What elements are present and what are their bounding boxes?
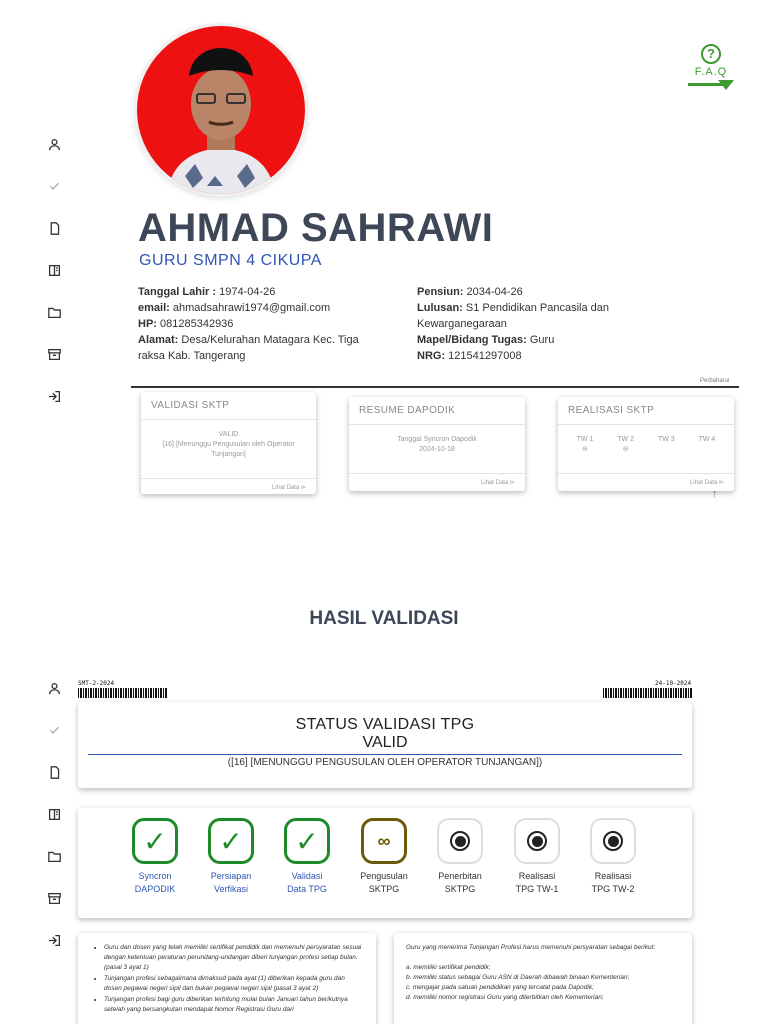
sidebar-bottom xyxy=(40,674,70,968)
faq-button[interactable] xyxy=(688,44,734,90)
barcode-left-label: SMT-2-2024 xyxy=(78,680,115,687)
label-mapel: Mapel/Bidang Tugas: xyxy=(417,334,527,346)
profile-position: GURU SMPN 4 CIKUPA xyxy=(139,252,322,269)
info-item: b. memiliki status sebagai Guru ASN di Daerah dibawah binaan Kementerian; xyxy=(406,974,630,981)
barcode-right-label: 24-10-2024 xyxy=(655,680,692,687)
check-icon: ✓ xyxy=(284,818,330,864)
progress-steps-card xyxy=(78,808,692,918)
value-tanggal-lahir: 1974-04-26 xyxy=(216,286,276,298)
tw-4: TW 4 xyxy=(698,436,716,443)
status-note: ([16] [MENUNGGU PENGUSULAN OLEH OPERATOR TUNJANGAN]) xyxy=(227,757,543,768)
infinity-icon: ∞ xyxy=(361,818,407,864)
info-item: • Tunjangan profesi sebagaimana dimaksud pada ayat (1) diberikan kepada guru dan dosen pegawai negeri sipil dan bukan pegawai negeri sipil (pasal 3 ayat 2) xyxy=(104,974,364,994)
value-nrg: 121541297008 xyxy=(445,350,522,362)
user-icon[interactable] xyxy=(40,674,68,702)
user-icon[interactable] xyxy=(40,130,68,158)
resume-date: 2024-10-18 xyxy=(419,446,455,453)
scroll-top-icon[interactable]: ↑ xyxy=(712,488,718,500)
info-item: a. memiliki sertifikat pendidik; xyxy=(406,964,491,971)
value-hp: 081285342936 xyxy=(156,318,234,330)
lihat-data-link[interactable]: Lihat Data ⊳ xyxy=(141,478,316,496)
check-icon: ✓ xyxy=(132,818,178,864)
faq-label: F.A.Q xyxy=(694,66,728,78)
avatar xyxy=(137,26,305,194)
status-title: STATUS VALIDASI TPG xyxy=(295,716,475,733)
tw-3: TW 3 xyxy=(657,436,675,443)
label-lulusan: Lulusan: xyxy=(417,302,463,314)
label-email: email: xyxy=(138,302,170,314)
step-realisasi-tw1: Realisasi TPG TW-1 xyxy=(502,818,572,896)
label-alamat: Alamat: xyxy=(138,334,179,346)
radio-dot-icon xyxy=(590,818,636,864)
card-title: REALISASI SKTP xyxy=(558,397,734,425)
question-icon: ? xyxy=(701,44,721,64)
archive-icon[interactable] xyxy=(40,340,68,368)
profile-info-right xyxy=(417,284,627,364)
logout-icon[interactable] xyxy=(40,382,68,410)
validasi-status: VALID xyxy=(218,431,239,438)
book-icon[interactable] xyxy=(40,256,68,284)
step-penerbitan-sktpg: Penerbitan SKTPG xyxy=(425,818,495,896)
value-pensiun: 2034-04-26 xyxy=(463,286,523,298)
card-resume-dapodik xyxy=(349,397,525,491)
faq-underline xyxy=(688,80,734,90)
check-icon[interactable] xyxy=(40,172,68,200)
check-icon: ✓ xyxy=(208,818,254,864)
folder-icon[interactable] xyxy=(40,842,68,870)
value-lulusan: S1 Pendidikan Pancasila dan Kewarganegaraan xyxy=(417,302,610,330)
card-validasi-sktp xyxy=(141,392,316,494)
status-value: VALID xyxy=(362,734,408,751)
lihat-data-link[interactable]: Lihat Data ⊳ xyxy=(349,473,525,491)
step-persiapan-verfikasi: ✓ Persiapan Verfikasi xyxy=(196,818,266,896)
lihat-data-link[interactable]: Lihat Data ⊳ xyxy=(558,473,734,491)
info-card-left xyxy=(78,933,376,1024)
section-title: HASIL VALIDASI xyxy=(309,608,459,629)
logout-icon[interactable] xyxy=(40,926,68,954)
card-realisasi-sktp xyxy=(558,397,734,491)
step-validasi-data-tpg: ✓ Validasi Data TPG xyxy=(272,818,342,896)
step-realisasi-tw2: Realisasi TPG TW-2 xyxy=(578,818,648,896)
validasi-note: [16] [Menunggu Pengusulan oleh Operator Tunjangan] xyxy=(162,441,295,458)
card-title: VALIDASI SKTP xyxy=(141,392,316,420)
status-divider xyxy=(88,754,682,755)
sidebar xyxy=(40,130,70,424)
tw-2: TW 2 ⊖ xyxy=(617,436,635,453)
book-icon[interactable] xyxy=(40,800,68,828)
file-icon[interactable] xyxy=(40,758,68,786)
label-hp: HP: xyxy=(138,318,157,330)
check-icon[interactable] xyxy=(40,716,68,744)
status-validasi-card xyxy=(78,702,692,788)
value-mapel: Guru xyxy=(526,334,555,346)
perbaharui-link[interactable]: Perbaharui xyxy=(700,378,730,384)
radio-dot-icon xyxy=(514,818,560,864)
step-syncron-dapodik: ✓ Syncron DAPODIK xyxy=(120,818,190,896)
value-alamat: Desa/Kelurahan Matagara Kec. Tiga raksa Kab. Tangerang xyxy=(138,334,359,362)
label-pensiun: Pensiun: xyxy=(417,286,464,298)
info-item: c. mengajar pada satuan pendidikan yang tercatat pada Dapodik; xyxy=(406,984,594,991)
info-item: d. memiliki nomor registrasi Guru yang diterbitkan oleh Kementerian; xyxy=(406,994,604,1001)
profile-info-left xyxy=(138,284,378,364)
radio-dot-icon xyxy=(437,818,483,864)
archive-icon[interactable] xyxy=(40,884,68,912)
info-card-right xyxy=(394,933,692,1024)
resume-label: Tanggal Syncron Dapodik xyxy=(397,436,477,443)
info-item: • Tunjangan profesi bagi guru diberikan terhitung mulai bulan Januari tahun berikutnya setelah yang bersangkutan mendapat Nomor Registrasi Guru dari xyxy=(104,995,364,1015)
file-icon[interactable] xyxy=(40,214,68,242)
info-item: • Guru dan dosen yang telah memiliki sertifikat pendidik dan memenuhi persyaratan sesuai dengan ketentuan peraturan perundang-undangan diberi tunjangan profesi setiap bulan.(pasal 3 ayat 1) xyxy=(104,943,364,973)
value-email: ahmadsahrawi1974@gmail.com xyxy=(169,302,331,314)
divider xyxy=(131,386,739,388)
step-pengusulan-sktpg: ∞ Pengusulan SKTPG xyxy=(349,818,419,896)
folder-icon[interactable] xyxy=(40,298,68,326)
tw-1: TW 1 ⊖ xyxy=(576,436,594,453)
info-intro: Guru yang menerima Tunjangan Profesi harus memenuhi persyaratan sebagai berikut: xyxy=(406,944,656,951)
card-title: RESUME DAPODIK xyxy=(349,397,525,425)
barcode-right xyxy=(603,688,693,698)
label-tanggal-lahir: Tanggal Lahir : xyxy=(138,286,217,298)
barcode-left xyxy=(78,688,168,698)
profile-name: AHMAD SAHRAWI xyxy=(138,206,494,250)
label-nrg: NRG: xyxy=(417,350,446,362)
